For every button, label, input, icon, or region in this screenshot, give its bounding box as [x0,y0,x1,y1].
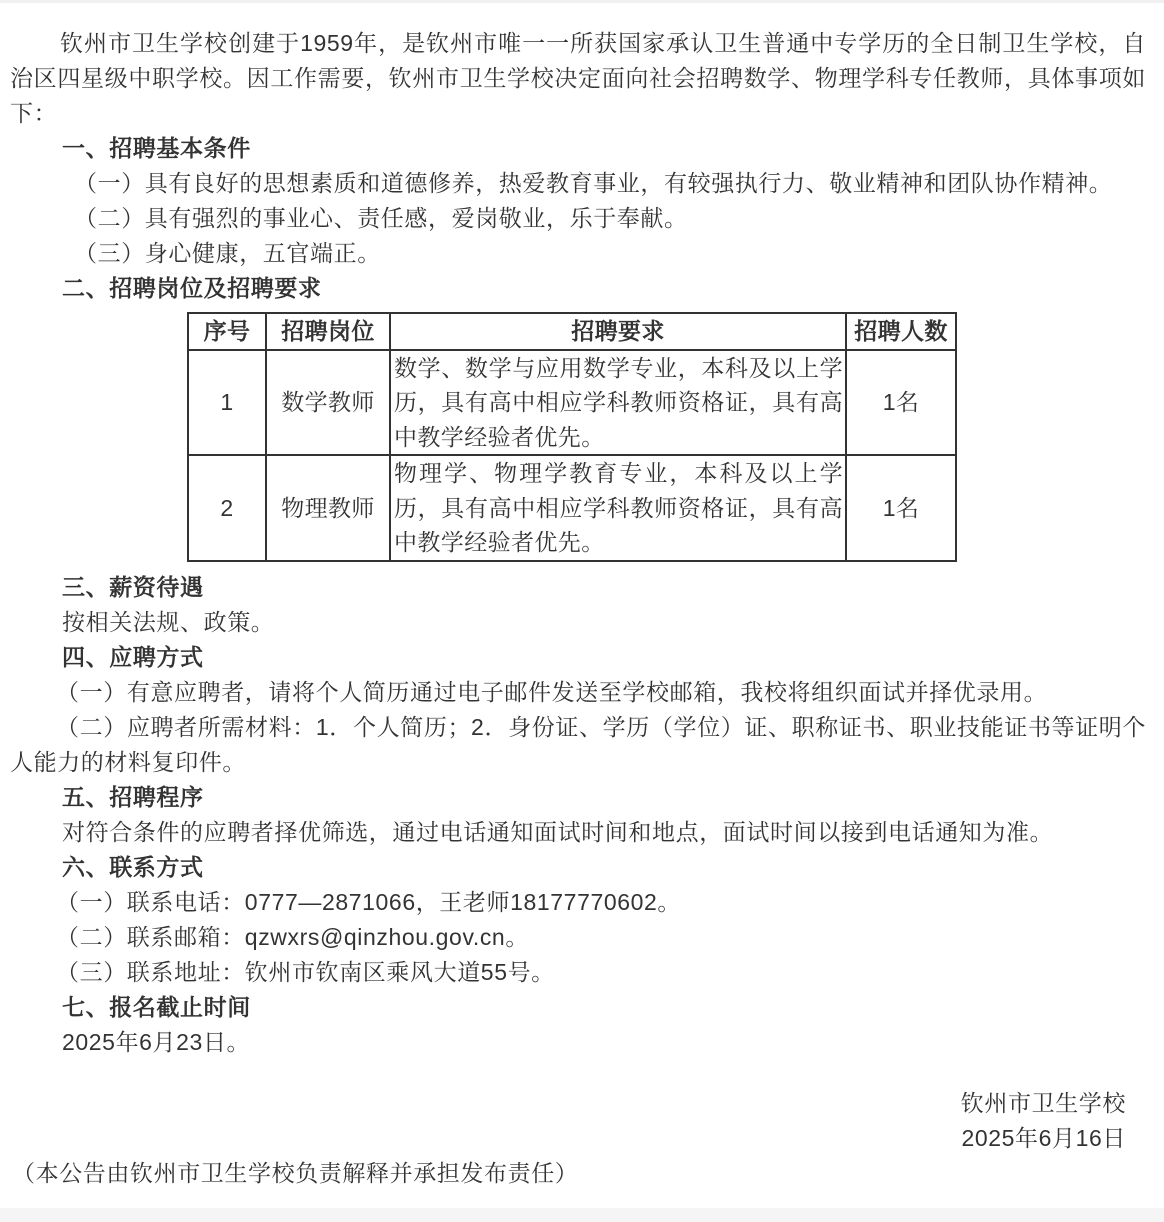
table-row-physics-teacher [188,455,956,561]
section-4-item-1: （一）有意应聘者，请将个人简历通过电子邮件发送至学校邮箱，我校将组织面试并择优录用。 [56,678,1048,705]
recruitment-table [187,312,957,562]
section-1-heading: 一、招聘基本条件 [62,135,251,161]
section-4-item-2: （二）应聘者所需材料：1．个人简历；2．身份证、学历（学位）证、职称证书、职业技能证书等证明个人能力的材料复印件。 [10,713,1146,775]
page-top-strip [0,0,1164,3]
intro-paragraph: 钦州市卫生学校创建于1959年，是钦州市唯一一所获国家承认卫生普通中专学历的全日制卫生学校，自治区四星级中职学校。因工作需要，钦州市卫生学校决定面向社会招聘数学、物理学科专任教师，具体事项如下： [10,30,1146,126]
section-6-heading: 六、联系方式 [62,853,204,880]
section-7-heading: 七、报名截止时间 [62,993,251,1020]
col-header-no: 序号 [188,313,266,350]
job-count: 1名 [846,455,956,561]
job-post: 物理教师 [266,455,390,561]
deadline-date: 2025年6月23日。 [62,1028,251,1055]
page-footer-strip [0,1208,1164,1222]
col-header-count: 招聘人数 [846,313,956,350]
signature-block [10,1086,1146,1156]
job-requirement: 数学、数学与应用数学专业，本科及以上学历，具有高中相应学科教师资格证，具有高中教学经验者优先。 [390,350,846,456]
section-5-body: 对符合条件的应聘者择优筛选，通过电话通知面试时间和地点，面试时间以接到电话通知为准。 [62,818,1054,845]
section-3-body: 按相关法规、政策。 [62,608,275,635]
contact-address: （三）联系地址：钦州市钦南区乘风大道55号。 [56,958,555,985]
table-header-row [188,313,956,350]
section-1-item-1: （一）具有良好的思想素质和道德修养，热爱教育事业，有较强执行力、敬业精神和团队协作精神。 [74,170,1113,196]
section-1-item-2: （二）具有强烈的事业心、责任感，爱岗敬业，乐于奉献。 [74,205,688,231]
section-5-heading: 五、招聘程序 [62,783,204,810]
job-count: 1名 [846,350,956,456]
section-2-heading: 二、招聘岗位及招聘要求 [62,275,322,301]
contact-phone: （一）联系电话：0777—2871066，王老师18177770602。 [56,888,682,915]
section-3-heading: 三、薪资待遇 [62,573,204,600]
contact-email: （二）联系邮箱：qzwxrs@qinzhou.gov.cn。 [56,923,529,950]
job-no: 1 [188,350,266,456]
section-1-item-3: （三）身心健康，五官端正。 [74,240,381,266]
signature-date: 2025年6月16日 [961,1124,1126,1151]
disclaimer-footnote: （本公告由钦州市卫生学校负责解释并承担发布责任） [12,1159,579,1186]
signature-org: 钦州市卫生学校 [960,1089,1126,1116]
col-header-requirement: 招聘要求 [390,313,846,350]
job-post: 数学教师 [266,350,390,456]
col-header-post: 招聘岗位 [266,313,390,350]
section-4-heading: 四、应聘方式 [62,643,204,670]
table-row-math-teacher [188,350,956,456]
job-no: 2 [188,455,266,561]
job-requirement: 物理学、物理学教育专业，本科及以上学历，具有高中相应学科教师资格证，具有高中教学经验者优先。 [390,455,846,561]
